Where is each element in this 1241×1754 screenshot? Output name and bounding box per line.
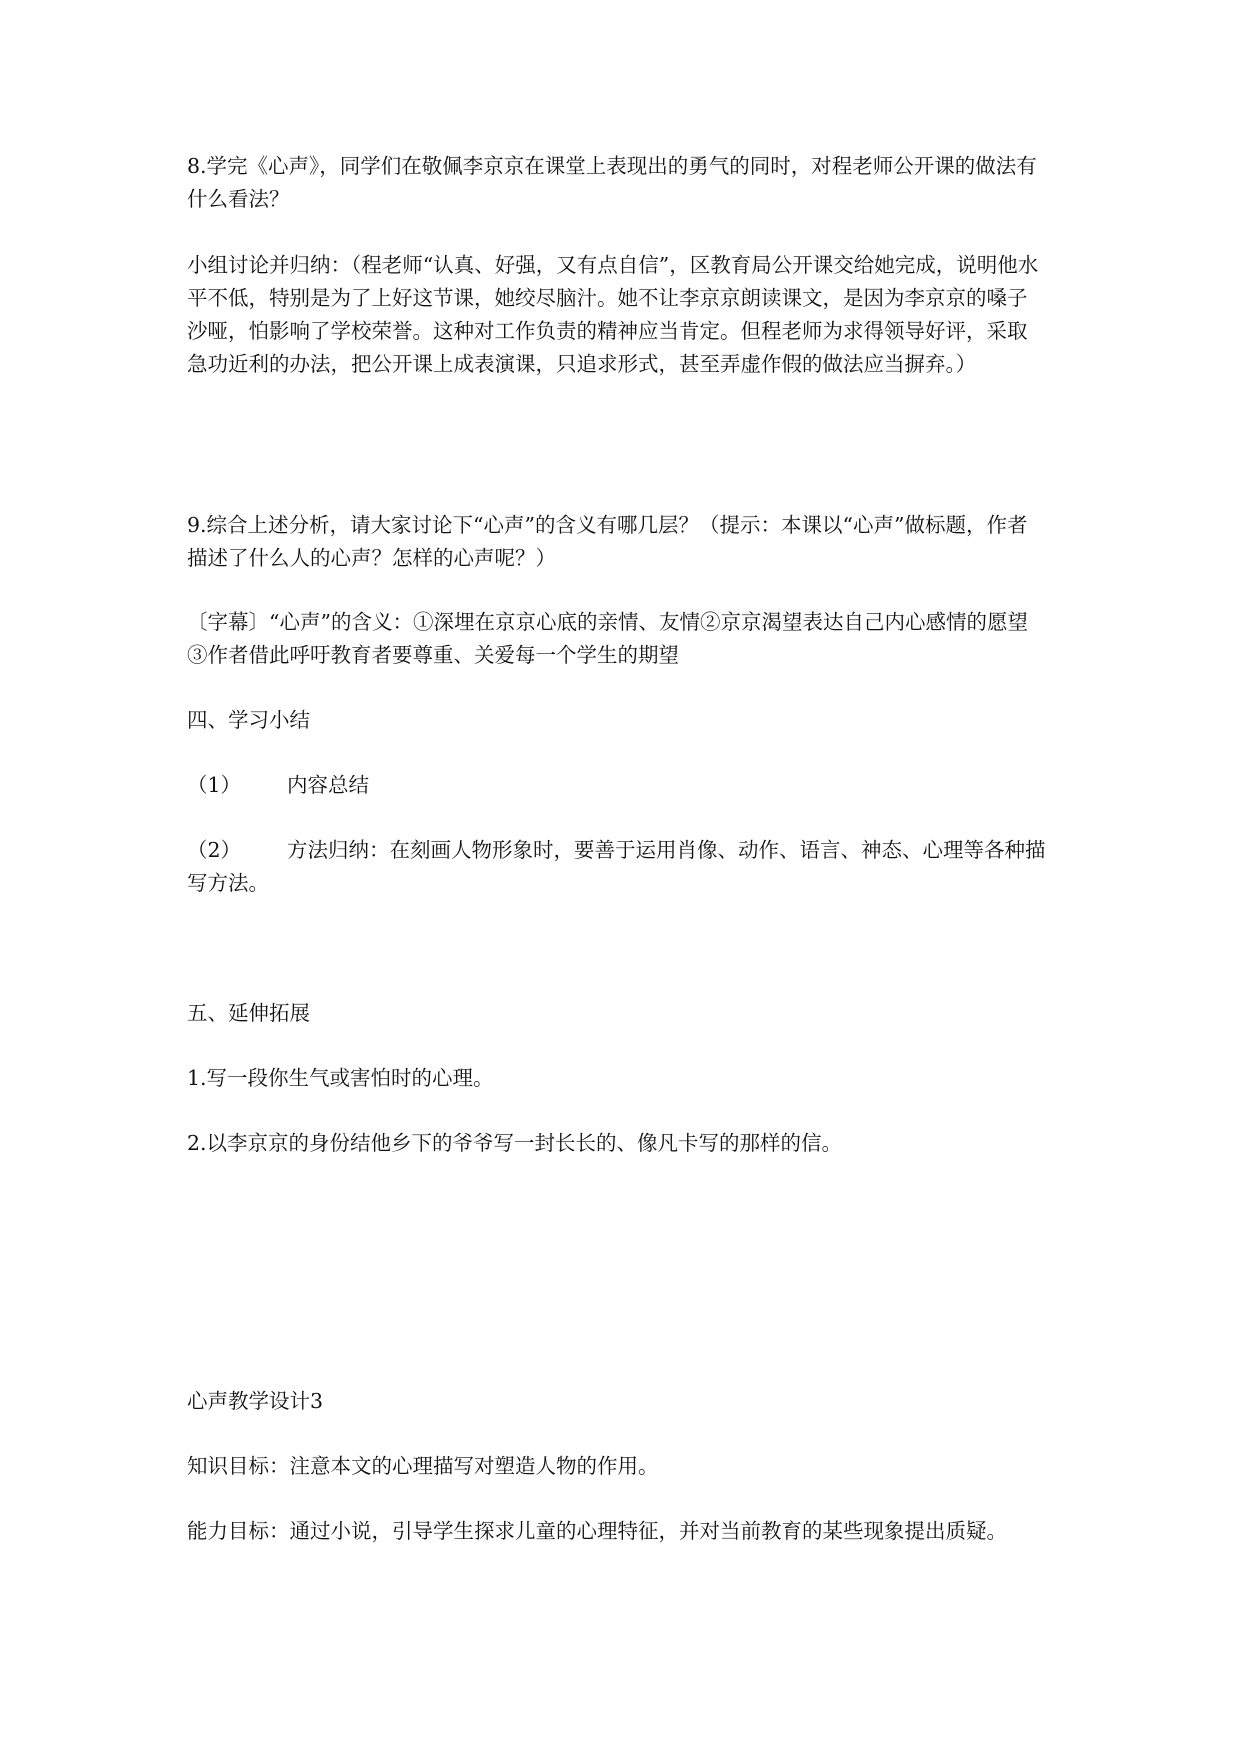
summary-item-2-text: 方法归纳：在刻画人物形象时，要善于运用肖像、动作、语言、神态、心理等各种描写方法。 xyxy=(187,838,1046,895)
ability-goal: 能力目标：通过小说，引导学生探求儿童的心理特征，并对当前教育的某些现象提出质疑。 xyxy=(187,1519,1007,1543)
summary-item-2-number: （2） xyxy=(187,838,242,862)
summary-item-1 xyxy=(187,769,1047,802)
section-4-heading: 四、学习小结 xyxy=(187,708,310,732)
section-5-heading: 五、延伸拓展 xyxy=(187,1001,310,1025)
answer-8: 小组讨论并归纳：（程老师“认真、好强，又有点自信”，区教育局公开课交给她完成，说明他水平不低，特别是为了上好这节课，她绞尽脑汁。她不让李京京朗读课文，是因为李京京的嗓子沙哑，怕影响了学校荣誉。这种对工作负责的精神应当肯定。但程老师为求得领导好评，采取急功近利的办法，把公开课上成表演课，只追求形式，甚至弄虚作假的做法应当摒弃。） xyxy=(187,253,1039,376)
design-3-title: 心声教学设计3 xyxy=(187,1389,324,1413)
extension-item-1: 1.写一段你生气或害怕时的心理。 xyxy=(187,1066,494,1090)
question-8: 8.学完《心声》，同学们在敬佩李京京在课堂上表现出的勇气的同时，对程老师公开课的做法有什么看法？ xyxy=(187,154,1037,211)
summary-item-1-text: 内容总结 xyxy=(287,773,369,797)
question-9: 9.综合上述分析，请大家讨论下“心声”的含义有哪几层？（提示：本课以“心声”做标题，作者描述了什么人的心声？怎样的心声呢？） xyxy=(187,513,1028,570)
summary-item-1-number: （1） xyxy=(187,773,242,797)
summary-item-2 xyxy=(187,834,1047,900)
answer-9: 〔字幕〕“心声”的含义：①深埋在京京心底的亲情、友情②京京渴望表达自己内心感情的愿望③作者借此呼吁教育者要尊重、关爱每一个学生的期望 xyxy=(187,610,1028,667)
knowledge-goal: 知识目标：注意本文的心理描写对塑造人物的作用。 xyxy=(187,1454,659,1478)
extension-item-2: 2.以李京京的身份结他乡下的爷爷写一封长长的、像凡卡写的那样的信。 xyxy=(187,1131,843,1155)
